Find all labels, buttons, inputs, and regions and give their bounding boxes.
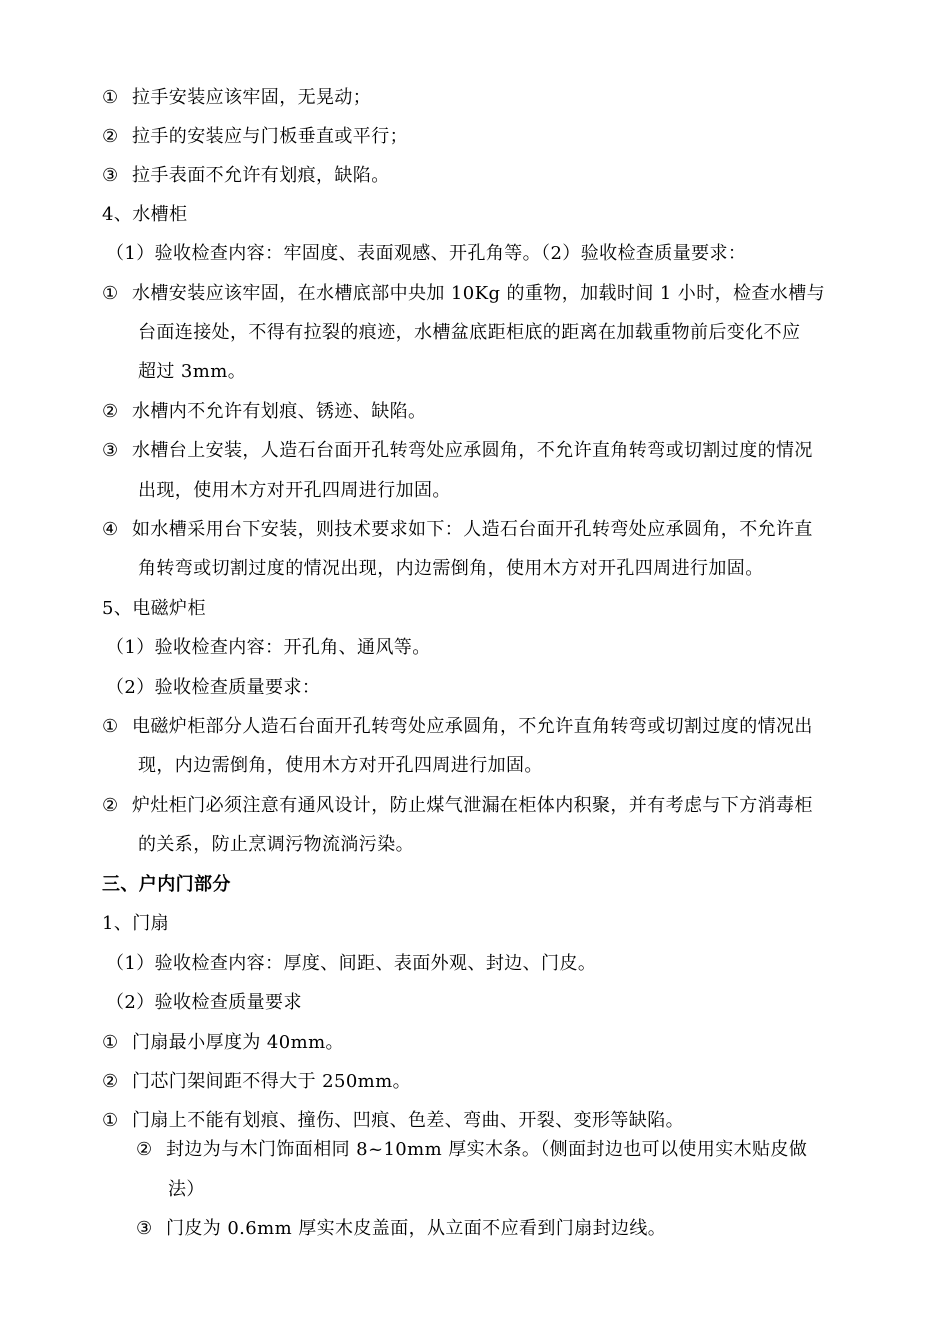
item-marker: ① [102,1110,119,1131]
sink-item-3 [102,439,813,463]
item-text: 电磁炉柜部分人造石台面开孔转弯处应承圆角，不允许直角转弯或切割过度的情况出 [132,716,813,737]
item-text: 炉灶柜门必须注意有通风设计，防止煤气泄漏在柜体内积聚，并有考虑与下方消毒柜 [132,795,813,816]
item-text: 水槽内不允许有划痕、锈迹、缺陷。 [132,401,427,422]
section-heading-sink-cabinet: 4、水槽柜 [102,204,188,225]
item-marker: ① [102,1032,119,1053]
item-marker: ③ [102,165,119,186]
item-marker: ① [102,716,119,737]
induction-item-1-cont: 现，内边需倒角，使用木方对开孔四周进行加固。 [138,755,543,776]
item-marker: ② [102,401,119,422]
door-item-5 [136,1217,666,1241]
sink-item-4-cont: 角转弯或切割过度的情况出现，内边需倒角，使用木方对开孔四周进行加固。 [138,558,764,579]
sink-item-4 [102,518,813,542]
item-marker: ② [102,1071,119,1092]
item-text: 门皮为 0.6mm 厚实木皮盖面，从立面不应看到门扇封边线。 [166,1218,667,1239]
item-text: 封边为与木门饰面相同 8~10mm 厚实木条。（侧面封边也可以使用实木贴皮做 [166,1139,808,1160]
item-marker: ③ [102,440,119,461]
item-text: 水槽台上安装，人造石台面开孔转弯处应承圆角，不允许直角转弯或切割过度的情况 [132,440,813,461]
door-item-4 [136,1138,807,1162]
item-marker: ④ [102,519,119,540]
item-text: 门芯门架间距不得大于 250mm。 [132,1071,412,1092]
item-text: 门扇上不能有划痕、撞伤、凹痕、色差、弯曲、开裂、变形等缺陷。 [132,1110,684,1131]
item-text: 拉手的安装应与门板垂直或平行； [132,126,408,147]
door-item-4-cont: 法） [168,1179,205,1200]
item-text: 拉手表面不允许有划痕，缺陷。 [132,165,390,186]
sink-item-1-cont: 超过 3mm。 [138,361,247,382]
door-item-3 [102,1109,684,1133]
induction-quality-requirements: （2）验收检查质量要求： [106,677,321,698]
sink-item-1-cont: 台面连接处，不得有拉裂的痕迹，水槽盆底距柜底的距离在加载重物前后变化不应 [138,322,801,343]
item-text: 拉手安装应该牢固，无晃动； [132,87,372,108]
handle-item-2 [102,125,408,149]
door-inspection-content: （1）验收检查内容：厚度、间距、表面外观、封边、门皮。 [106,953,597,974]
item-marker: ② [136,1139,153,1160]
item-text: 水槽安装应该牢固，在水槽底部中央加 10Kg 的重物，加载时间 1 小时，检查水槽与 [132,283,826,304]
sink-item-3-cont: 出现，使用木方对开孔四周进行加固。 [138,480,451,501]
door-quality-requirements: （2）验收检查质量要求 [106,992,302,1013]
section-heading-door-leaf: 1、门扇 [102,913,170,934]
item-text: 如水槽采用台下安装，则技术要求如下：人造石台面开孔转弯处应承圆角，不允许直 [132,519,813,540]
door-item-2 [102,1070,411,1094]
item-marker: ② [102,126,119,147]
item-marker: ③ [136,1218,153,1239]
item-text: 门扇最小厚度为 40mm。 [132,1032,344,1053]
sink-inspection-content: （1）验收检查内容：牢固度、表面观感、开孔角等。（2）验收检查质量要求： [106,243,747,264]
item-marker: ② [102,795,119,816]
induction-item-2 [102,794,813,818]
induction-item-1 [102,715,813,739]
chapter-heading-interior-doors: 三、户内门部分 [102,874,231,895]
sink-item-1 [102,282,825,306]
handle-item-3 [102,164,390,188]
handle-item-1 [102,86,371,110]
induction-inspection-content: （1）验收检查内容：开孔角、通风等。 [106,637,431,658]
item-marker: ① [102,87,119,108]
sink-item-2 [102,400,426,424]
section-heading-induction-cabinet: 5、电磁炉柜 [102,598,206,619]
item-marker: ① [102,283,119,304]
induction-item-2-cont: 的关系，防止烹调污物流淌污染。 [138,834,414,855]
door-item-1 [102,1031,344,1055]
